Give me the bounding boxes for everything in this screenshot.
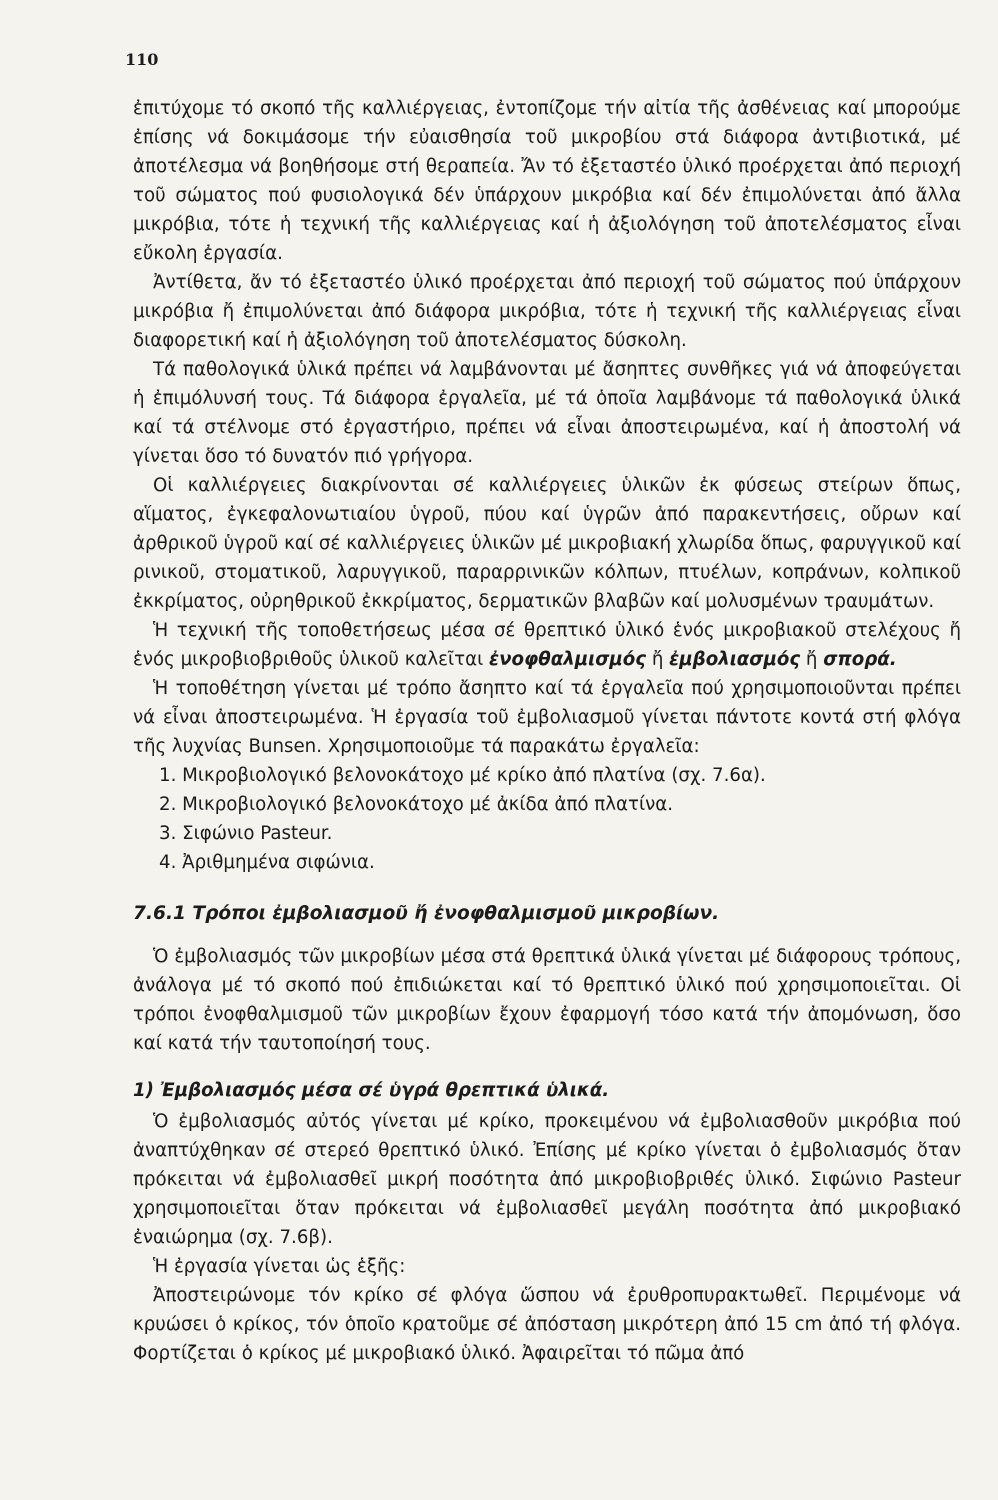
section-heading: 7.6.1 Τρόποι ἐμβολιασμοῦ ἤ ἐνοφθαλμισμοῦ μικροβίων. [133,903,720,924]
paragraph-5-text: Ἡ τεχνική τῆς τοποθετήσεως μέσα σέ θρεπτικό ὑλικό ἑνός μικροβιακοῦ στελέχους ἤ ἑνός μικροβιοβριθοῦς ὑλικοῦ καλεῖται [133,620,961,670]
list-item: 4. Ἀριθμημένα σιφώνια. [159,852,375,873]
paragraph-6: Ἡ τοποθέτηση γίνεται μέ τρόπο ἄσηπτο καί τά ἐργαλεῖα πού χρησιμοποιοῦνται πρέπει νά εἶναι ἀποστειρωμένα. Ἡ ἐργασία τοῦ ἐμβολιασμοῦ γίνεται πάντοτε κοντά στή φλόγα τῆς λυχνίας Bunsen. Χρησιμοποιοῦμε τά παρακάτω ἐργαλεῖα: [133,678,961,757]
list-item: 2. Μικροβιολογικό βελονοκάτοχο μέ ἀκίδα ἀπό πλατίνα. [159,794,674,815]
paragraph-5 [133,616,961,674]
term-spora: σπορά. [823,649,897,670]
term-emvoliasmos: ἐμβολιασμός [669,649,801,670]
list-item: 1. Μικροβιολογικό βελονοκάτοχο μέ κρίκο ἀπό πλατίνα (σχ. 7.6α). [159,765,766,786]
paragraph-9: Ἡ ἐργασία γίνεται ὡς ἑξῆς: [153,1256,406,1277]
paragraph-1: ἐπιτύχομε τό σκοπό τῆς καλλιέργειας, ἐντοπίζομε τήν αἰτία τῆς ἀσθένειας καί μπορούμε ἐπίσης νά δοκιμάσομε τήν εὐαισθησία τοῦ μικροβίου στά διάφορα ἀντιβιοτικά, μέ ἀποτέλεσμα νά βοηθήσομε στή θεραπεία. Ἄν τό ἐξεταστέο ὑλικό προέρχεται ἀπό περιοχή τοῦ σώματος πού φυσιολογικά δέν ὑπάρχουν μικρόβια καί δέν ἐπιμολύνεται ἀπό ἄλλα μικρόβια, τότε ἡ τεχνική τῆς καλλιέργειας καί ἡ ἀξιολόγηση τοῦ ἀποτελέσματος εἶναι εὔκολη ἐργασία. [133,98,961,264]
page-number: 110 [125,50,159,69]
list-item: 3. Σιφώνιο Pasteur. [159,823,333,844]
paragraph-4: Οἱ καλλιέργειες διακρίνονται σέ καλλιέργειες ὑλικῶν ἐκ φύσεως στείρων ὅπως, αἵματος, ἐγκεφαλονωτιαίου ὑγροῦ, πύου καί ὑγρῶν ἀπό παρακεντήσεις, οὔρων καί ἀρθρικοῦ ὑγροῦ καί σέ καλλιέργειες ὑλικῶν μέ μικροβιακή χλωρίδα ὅπως, φαρυγγικοῦ καί ρινικοῦ, στοματικοῦ, λαρυγγικοῦ, παραρρινικῶν κόλπων, πτυέλων, κοπράνων, κολπικοῦ ἐκκρίματος, οὐρηθρικοῦ ἐκκρίματος, δερματικῶν βλαβῶν καί μολυσμένων τραυμάτων. [133,475,961,612]
paragraph-7: Ὁ ἐμβολιασμός τῶν μικροβίων μέσα στά θρεπτικά ὑλικά γίνεται μέ διάφορους τρόπους, ἀνάλογα μέ τό σκοπό πού ἐπιδιώκεται καί τό θρεπτικό ὑλικό πού χρησιμοποιεῖται. Οἱ τρόποι ἐνοφθαλμισμοῦ τῶν μικροβίων ἔχουν ἐφαρμογή τόσο κατά τήν ἀπομόνωση, ὅσο καί κατά τήν ταυτοποίησή τους. [133,946,961,1054]
page-body [133,94,961,1368]
paragraph-3: Τά παθολογικά ὑλικά πρέπει νά λαμβάνονται μέ ἄσηπτες συνθῆκες γιά νά ἀποφεύγεται ἡ ἐπιμόλυνσή τους. Τά διάφορα ἐργαλεῖα, μέ τά ὁποῖα λαμβάνομε τά παθολογικά ὑλικά καί τά στέλνομε στό ἐργαστήριο, πρέπει νά εἶναι ἀποστειρωμένα, καί ἡ ἀποστολή νά γίνεται ὅσο τό δυνατόν πιό γρήγορα. [133,359,961,467]
paragraph-2: Ἀντίθετα, ἄν τό ἐξεταστέο ὑλικό προέρχεται ἀπό περιοχή τοῦ σώματος πού ὑπάρχουν μικρόβια ἤ ἐπιμολύνεται ἀπό διάφορα μικρόβια, τότε ἡ τεχνική τῆς καλλιέργειας εἶναι διαφορετική καί ἡ ἀξιολόγηση τοῦ ἀποτελέσματος δύσκολη. [133,272,961,351]
paragraph-8: Ὁ ἐμβολιασμός αὐτός γίνεται μέ κρίκο, προκειμένου νά ἐμβολιασθοῦν μικρόβια πού ἀναπτύχθηκαν σέ στερεό θρεπτικό ὑλικό. Ἐπίσης μέ κρίκο γίνεται ὁ ἐμβολιασμός ὅταν πρόκειται νά ἐμβολιασθεῖ μικρή ποσότητα ἀπό μικροβιοβριθές ὑλικό. Σιφώνιο Pasteur χρησιμοποιεῖται ὅταν πρόκειται νά ἐμβολιασθεῖ μεγάλη ποσότητα ἀπό μικροβιακό ἐναιώρημα (σχ. 7.6β). [133,1111,961,1248]
sub-heading: 1) Ἐμβολιασμός μέσα σέ ὑγρά θρεπτικά ὑλικά. [133,1080,610,1101]
conjunction: ἤ [800,649,824,670]
conjunction: ἤ [646,649,670,670]
paragraph-10: Ἀποστειρώνομε τόν κρίκο σέ φλόγα ὥσπου νά ἐρυθροπυρακτωθεῖ. Περιμένομε νά κρυώσει ὁ κρίκος, τόν ὁποῖο κρατοῦμε σέ ἀπόσταση μικρότερη ἀπό 15 cm ἀπό τή φλόγα. Φορτίζεται ὁ κρίκος μέ μικροβιακό ὑλικό. Ἀφαιρεῖται τό πῶμα ἀπό [133,1285,961,1364]
term-enofthalmismos: ἐνοφθαλμισμός [489,649,647,670]
tools-list [133,761,961,877]
